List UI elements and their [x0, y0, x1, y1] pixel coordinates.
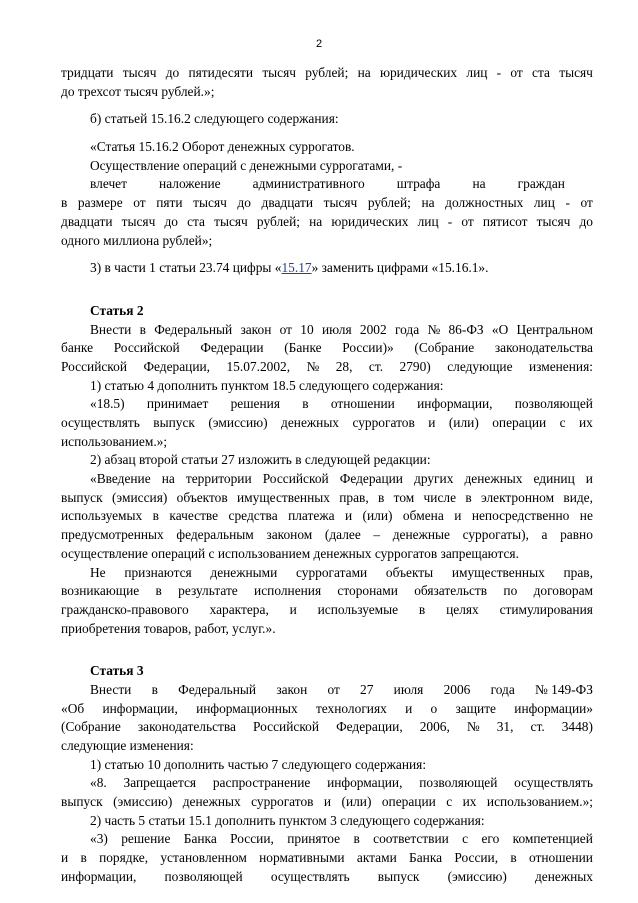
text-line — [61, 358, 593, 377]
text-line: «Статья 15.16.2 Оборот денежных суррогатов. — [90, 139, 355, 155]
word: (Собрание — [61, 719, 121, 735]
word: денежные — [392, 527, 450, 543]
word: юридических — [331, 213, 409, 229]
word: - — [496, 65, 502, 80]
word: выпуск — [153, 415, 195, 430]
word: года — [490, 681, 515, 697]
word: равно — [560, 527, 593, 543]
word: юридических — [379, 65, 458, 80]
word: в — [378, 489, 385, 505]
word: пятидесяти — [188, 65, 254, 80]
text-line — [61, 470, 593, 489]
word: на — [309, 213, 323, 229]
word: имущественных — [451, 564, 545, 580]
word: и — [428, 415, 436, 430]
word: позволяющей — [164, 868, 243, 884]
word: граждан — [517, 176, 565, 192]
word: лиц — [466, 65, 488, 80]
word: «Об — [61, 700, 85, 716]
word: признаются — [124, 564, 192, 580]
text-line — [61, 339, 593, 358]
word: 28, — [335, 358, 353, 374]
word: используемые — [317, 601, 399, 617]
word: июля — [393, 681, 424, 697]
word: в — [152, 508, 159, 524]
text-line: использованием.»; — [61, 433, 168, 449]
text-line — [61, 414, 593, 433]
word: в — [353, 831, 360, 847]
word: их — [462, 794, 477, 810]
article-2-heading: Статья 2 — [90, 302, 144, 318]
word: исполнения — [254, 583, 322, 599]
text-line — [61, 526, 593, 545]
word: соответствии — [373, 831, 449, 847]
word: от — [510, 65, 523, 80]
word: (эмиссия) — [111, 489, 168, 505]
word: Федерации, — [143, 358, 211, 374]
word: и — [323, 794, 332, 810]
word: денежных — [182, 794, 241, 810]
word: и — [405, 700, 413, 716]
word: качестве — [169, 508, 219, 524]
word: Банка — [409, 850, 443, 866]
word: и — [344, 508, 353, 524]
word: Российской — [262, 471, 329, 487]
word: решения — [230, 396, 280, 412]
word: в — [151, 681, 158, 697]
word: числе — [423, 489, 457, 505]
text-line — [61, 681, 593, 700]
word: Федеральный — [178, 681, 257, 697]
word: от — [461, 213, 474, 229]
word: суррогаты), — [462, 527, 529, 543]
word: ста — [532, 65, 550, 80]
word: 3448) — [561, 719, 593, 735]
text-line — [61, 849, 593, 868]
word: распространение — [212, 775, 311, 791]
word: и — [585, 471, 593, 487]
word: выпуск — [61, 794, 103, 810]
word: тысяч — [121, 213, 156, 229]
word: денежных — [281, 415, 340, 430]
word: установленном — [160, 850, 247, 866]
word: – — [373, 527, 381, 543]
word: (Банке — [284, 340, 322, 356]
word: о — [430, 700, 438, 716]
word: Российской — [61, 358, 127, 374]
word: № — [427, 321, 441, 337]
word: рублей; — [367, 195, 411, 211]
word: 2006, — [419, 719, 450, 735]
word: отношении — [330, 396, 395, 412]
text-line: 1) статью 10 дополнить частью 7 следующего содержания: — [90, 756, 427, 772]
word: операции — [492, 415, 547, 430]
word: операции — [381, 794, 436, 810]
word: изменения: — [528, 358, 593, 374]
word: технологиях — [315, 700, 387, 716]
word: средства — [228, 508, 278, 524]
word: и — [61, 850, 69, 866]
word: в — [155, 583, 162, 599]
word: тысяч — [193, 195, 227, 211]
text-line: осуществление операций с использованием денежных суррогатов запрещаются. — [61, 545, 519, 561]
text-fragment: » заменить цифрами «15.16.1». — [311, 260, 489, 276]
text-line: б) статьей 15.16.2 следующего содержания: — [90, 111, 339, 127]
word: осуществлять — [514, 775, 593, 791]
word: до — [164, 213, 178, 229]
word: № — [466, 719, 480, 735]
word: принятое — [287, 831, 341, 847]
word: в — [418, 601, 426, 617]
text-line: следующие изменения: — [61, 738, 194, 753]
word: денежными — [210, 564, 278, 580]
word: ста — [187, 213, 205, 229]
word: использованием.»; — [486, 794, 593, 810]
word: решение — [121, 831, 171, 847]
word: тысяч — [323, 195, 358, 211]
word: непосредственно — [471, 508, 570, 524]
word: виде, — [563, 489, 593, 505]
word: 2002 — [359, 321, 387, 337]
word: на — [421, 195, 435, 211]
word: принимает — [146, 396, 209, 412]
word: (эмиссию) — [447, 868, 507, 884]
word: информации» — [514, 700, 593, 716]
word: России, — [454, 850, 499, 866]
word: и — [454, 508, 462, 524]
word: прав, — [339, 489, 369, 505]
word: - — [565, 195, 570, 211]
word: порядке, — [99, 850, 149, 866]
word: нормативными — [259, 850, 345, 866]
word: Внести — [90, 321, 132, 337]
word: имущественных — [237, 489, 330, 505]
word: тысяч — [559, 65, 593, 80]
page-number: 2 — [315, 38, 323, 50]
word: с — [559, 415, 566, 430]
word: «18.5) — [90, 396, 125, 412]
text-line — [61, 194, 593, 213]
word: следующие — [447, 358, 513, 374]
text-fragment: 3) в части 1 статьи 23.74 цифры « — [90, 260, 282, 276]
word: Банка — [183, 831, 217, 847]
text-line: 2) абзац второй статьи 27 изложить в следующей редакции: — [90, 452, 431, 468]
word: позволяющей — [514, 396, 593, 412]
word: от — [279, 321, 293, 337]
word: территории — [185, 471, 252, 487]
word: в — [80, 850, 87, 866]
text-line — [61, 175, 593, 194]
word: (или) — [448, 415, 479, 430]
word: тридцати — [61, 65, 114, 80]
word: информации, — [327, 775, 403, 791]
word: суррогатов — [251, 794, 314, 810]
word: выпуск — [61, 489, 103, 505]
word: года — [394, 321, 420, 337]
word: с — [446, 794, 453, 810]
article-3-heading: Статья 3 — [90, 663, 144, 679]
word: штрафа — [396, 176, 441, 192]
word: тысяч — [214, 213, 248, 229]
word: законодательства — [137, 719, 236, 735]
word: тысяч — [262, 65, 296, 80]
word: на — [357, 65, 371, 80]
word: позволяющей — [419, 775, 498, 791]
word: лиц — [417, 213, 439, 229]
word: России)» — [342, 340, 394, 356]
word: сторонами — [337, 583, 398, 599]
word: России, — [230, 831, 274, 847]
word: том — [393, 489, 415, 505]
word: денежных — [534, 868, 593, 884]
word: «Введение — [90, 471, 151, 487]
word: гражданско-правового — [61, 601, 189, 617]
word: Внести — [90, 681, 132, 697]
word: защите — [455, 700, 497, 716]
word: до — [237, 195, 251, 211]
text-line: Осуществление операций с денежными суррогатами, - — [90, 157, 403, 173]
text-line: до трехсот тысяч рублей.»; — [61, 83, 215, 99]
word: Центральном — [516, 321, 593, 337]
word: двадцати — [61, 213, 113, 229]
text-line — [61, 582, 593, 601]
word: (Собрание — [414, 340, 475, 356]
word: Федеральный — [154, 321, 233, 337]
word: результате — [178, 583, 238, 599]
word: размере — [77, 195, 123, 211]
word: информационных — [196, 700, 298, 716]
word: должностных — [445, 195, 524, 211]
word: возникающие — [61, 583, 140, 599]
word: наложение — [159, 176, 221, 192]
word: двадцати — [261, 195, 314, 211]
word: характера, — [209, 601, 269, 617]
word: административного — [252, 176, 365, 192]
word: № — [306, 358, 320, 374]
word: по — [503, 583, 518, 599]
word: осуществлять — [61, 415, 140, 430]
text-line — [61, 700, 593, 719]
word: 27 — [360, 681, 374, 697]
word: влечет — [90, 176, 127, 192]
text-line — [61, 793, 593, 812]
word: закон — [276, 681, 308, 697]
word: рублей; — [256, 213, 300, 229]
word: объекты — [385, 564, 434, 580]
document-body — [61, 64, 593, 884]
word: информации, — [102, 700, 178, 716]
word: № 149-ФЗ — [535, 681, 593, 697]
word: 2006 — [443, 681, 471, 697]
word: от — [133, 195, 146, 211]
word: - — [447, 213, 453, 229]
word: от — [580, 195, 593, 211]
text-line — [61, 507, 593, 526]
word: на — [472, 176, 486, 192]
word: Не — [90, 564, 106, 580]
word: актами — [356, 850, 397, 866]
text-line: 2) часть 5 статьи 15.1 дополнить пунктом 3 следующего содержания: — [90, 812, 485, 828]
word: до — [579, 213, 593, 229]
text-line — [61, 868, 593, 887]
word: 31, — [496, 719, 514, 735]
word: обязательств — [414, 583, 488, 599]
word: платежа — [288, 508, 335, 524]
text-line — [61, 718, 593, 737]
text-line: приобретения товаров, работ, услуг.». — [61, 620, 276, 636]
word: в — [465, 489, 472, 505]
word: единиц — [533, 471, 575, 487]
word: Запрещается — [123, 775, 197, 791]
word: тысяч — [122, 65, 157, 80]
text-line — [61, 601, 593, 620]
word: и — [289, 601, 297, 617]
text-line — [61, 321, 593, 340]
word: Российской — [113, 340, 180, 356]
word: законодательства — [494, 340, 593, 356]
text-line — [61, 395, 593, 414]
word: закон — [240, 321, 272, 337]
word: электронном — [480, 489, 555, 505]
text-line: 1) статью 4 дополнить пунктом 18.5 следующего содержания: — [90, 377, 444, 393]
word: банке — [61, 340, 94, 356]
word: информации, — [61, 868, 137, 884]
text-line — [61, 564, 593, 583]
word: Российской — [253, 719, 320, 735]
article-link[interactable]: 15.17 — [281, 260, 312, 276]
word: их — [579, 415, 593, 430]
word: (или) — [362, 508, 393, 524]
word: 15.07.2002, — [226, 358, 291, 374]
word: Федерации — [339, 471, 403, 487]
word: законом — [266, 527, 313, 543]
word: целях — [446, 601, 479, 617]
word: «3) — [90, 831, 108, 847]
text-line — [61, 213, 593, 232]
word: его — [481, 831, 500, 847]
word: объектов — [176, 489, 228, 505]
word: (или) — [341, 794, 372, 810]
text-line: одного миллиона рублей»; — [61, 232, 213, 248]
word: ст. — [368, 358, 384, 374]
word: (эмиссию) — [208, 415, 268, 430]
word: денежных — [464, 471, 523, 487]
word: до — [165, 65, 180, 80]
word: Федерации — [200, 340, 264, 356]
word: пяти — [156, 195, 183, 211]
word: (далее — [324, 527, 361, 543]
word: федеральным — [176, 527, 254, 543]
text-line — [61, 64, 593, 83]
word: 2790) — [399, 358, 431, 374]
word: прав, — [563, 564, 593, 580]
word: ст. — [530, 719, 545, 735]
word: Федерации, — [336, 719, 403, 735]
text-line — [61, 489, 593, 508]
word: других — [414, 471, 454, 487]
word: суррогатов — [352, 415, 415, 430]
word: осуществлять — [270, 868, 350, 884]
word: от — [327, 681, 340, 697]
word: договорам — [533, 583, 593, 599]
word: «О — [491, 321, 509, 337]
word: «8. — [90, 775, 107, 791]
word: стимулирования — [499, 601, 593, 617]
word: в — [302, 396, 309, 412]
word: лиц — [533, 195, 555, 211]
word: а — [541, 527, 548, 543]
word: в — [510, 850, 517, 866]
word: в — [61, 195, 68, 211]
word: информации, — [417, 396, 493, 412]
word: июля — [321, 321, 352, 337]
word: предусмотренных — [61, 527, 164, 543]
word: выпуск — [377, 868, 420, 884]
word: обмена — [402, 508, 444, 524]
word: пятисот — [482, 213, 528, 229]
text-line — [61, 830, 593, 849]
word: (эмиссию) — [113, 794, 173, 810]
word: рублей; — [305, 65, 349, 80]
word: 10 — [300, 321, 314, 337]
word: в — [139, 321, 146, 337]
word: 86-ФЗ — [448, 321, 484, 337]
word: на — [161, 471, 175, 487]
word: не — [579, 508, 593, 524]
word: компетенцией — [512, 831, 593, 847]
word: отношении — [528, 850, 593, 866]
word: суррогатами — [295, 564, 368, 580]
word: тысяч — [536, 213, 571, 229]
text-line — [61, 259, 593, 278]
word: используемых — [61, 508, 143, 524]
word: с — [462, 831, 469, 847]
text-line — [61, 774, 593, 793]
